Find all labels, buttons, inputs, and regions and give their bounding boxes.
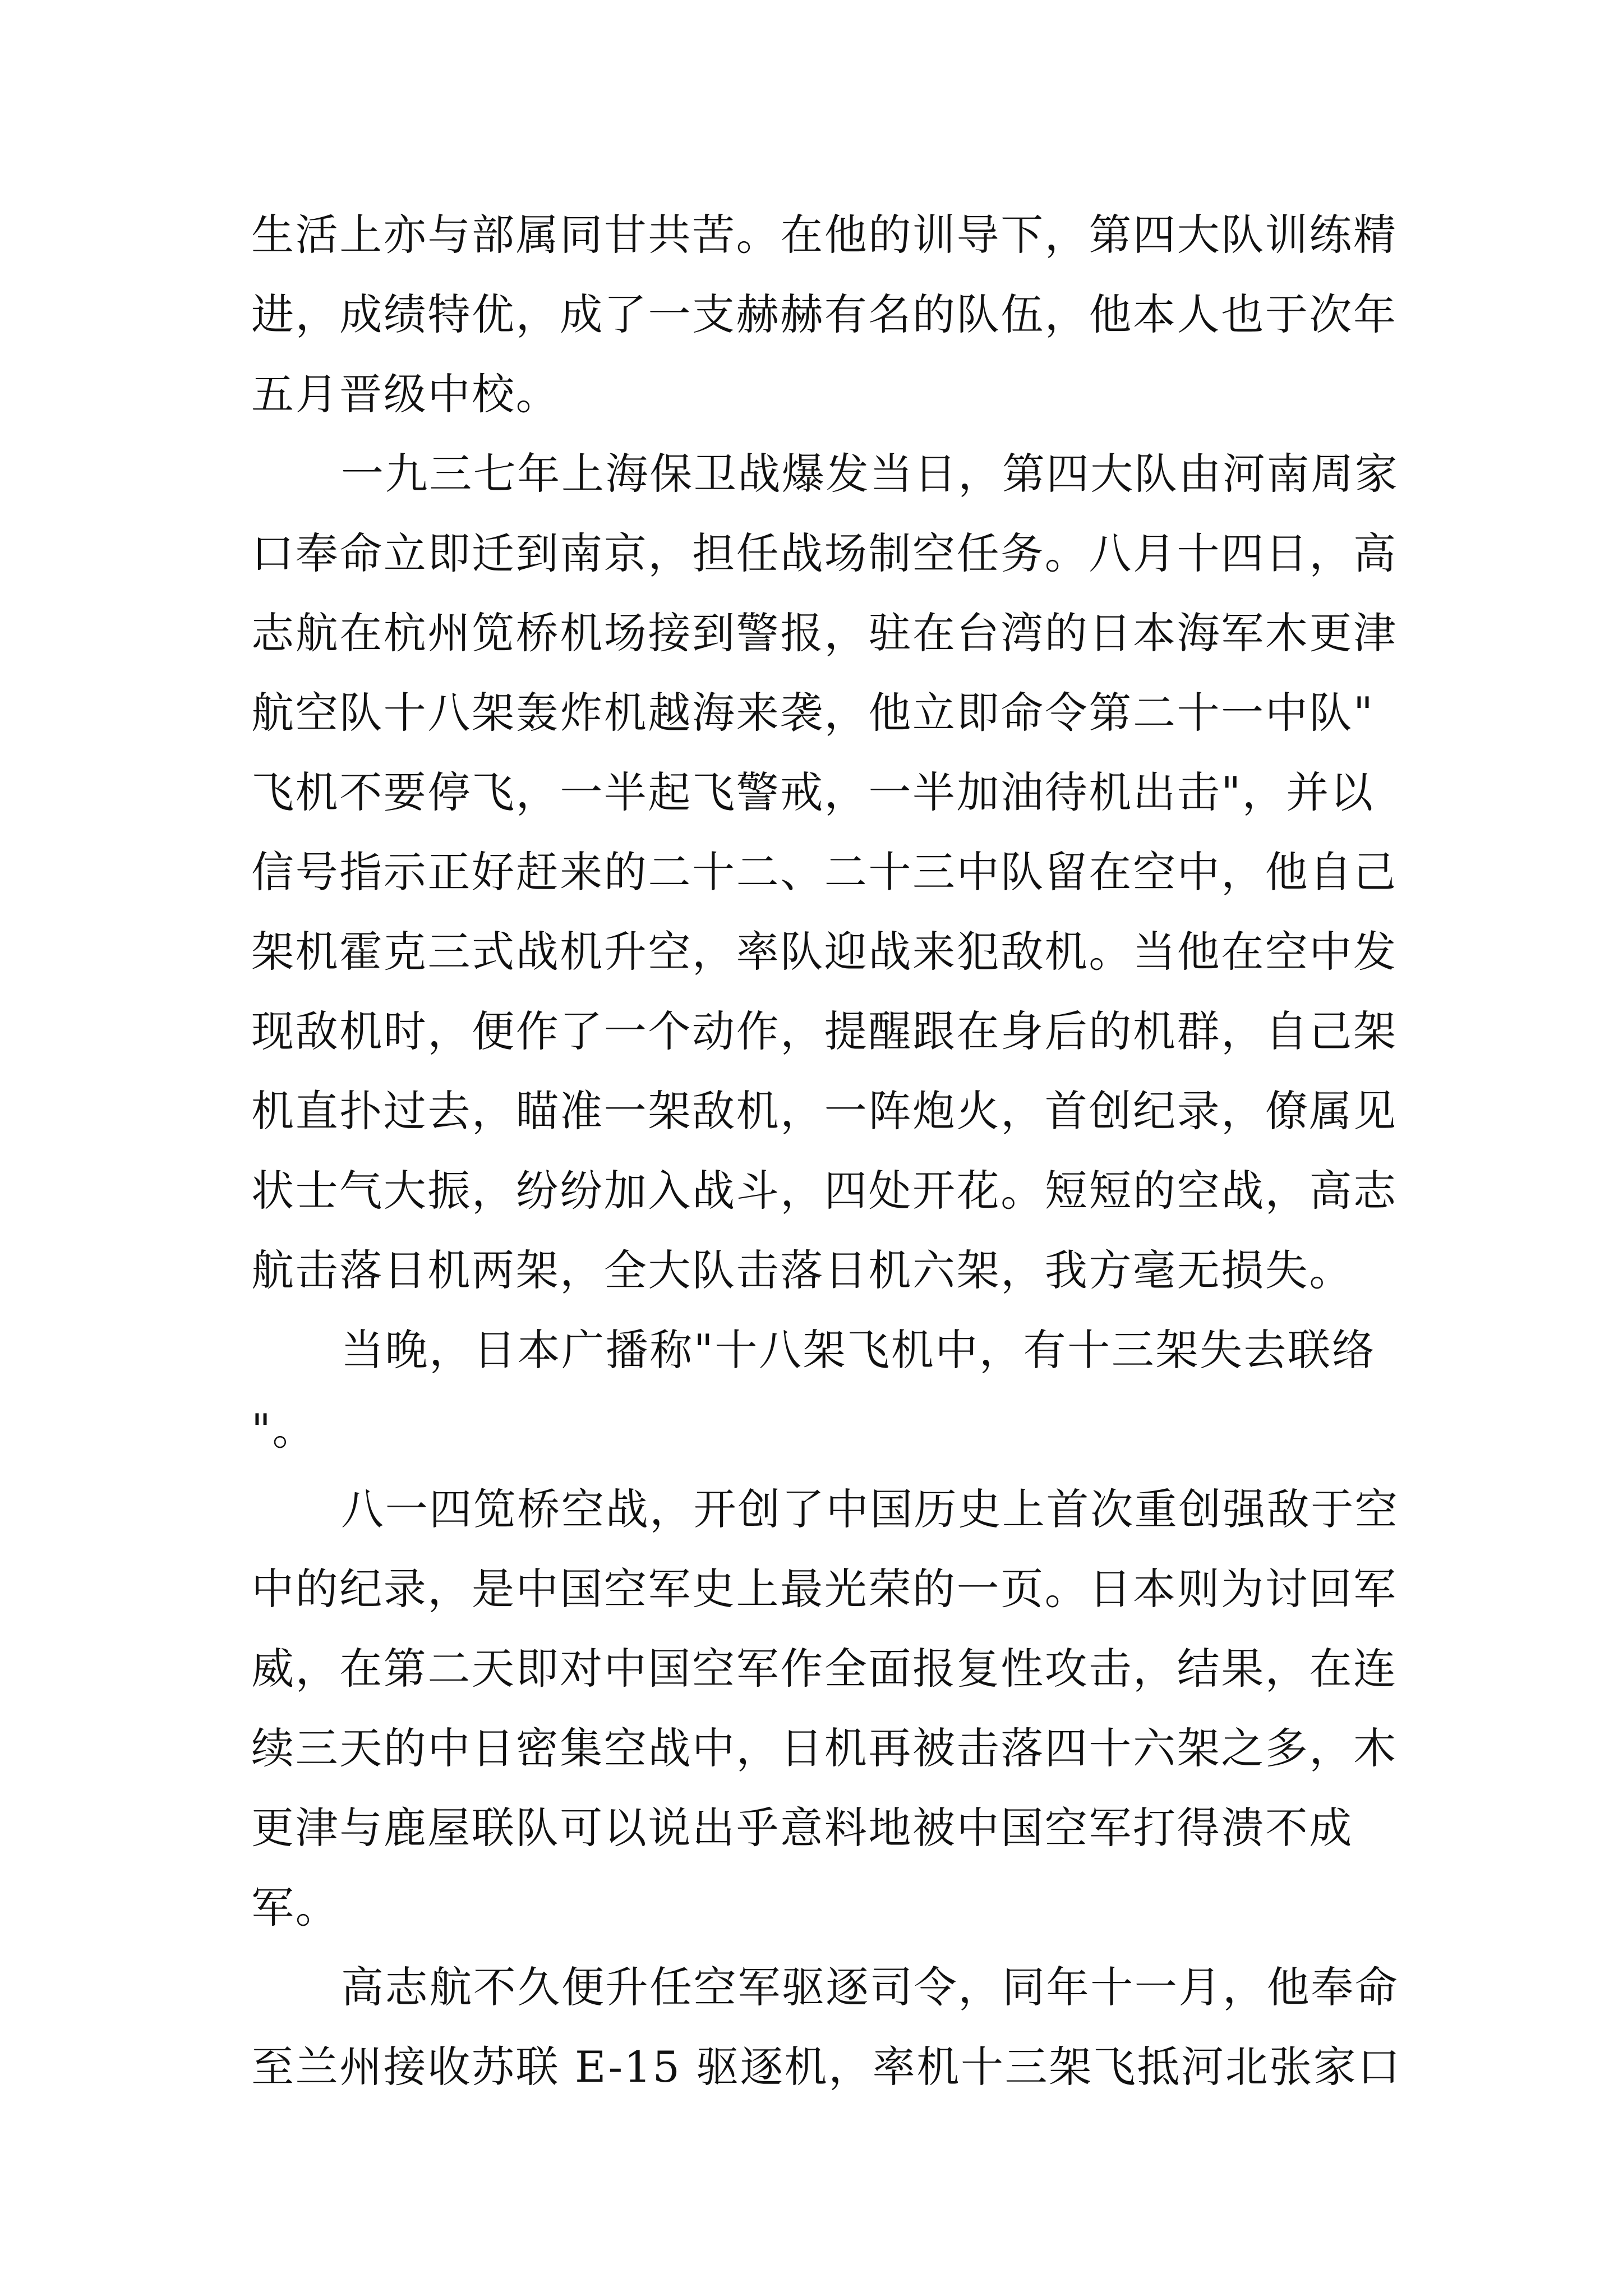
text-line: 现敌机时，便作了一个动作，提醒跟在身后的机群，自己架	[251, 1006, 1398, 1056]
text-line: 五月晋级中校。	[251, 369, 560, 419]
text-line: 更津与鹿屋联队可以说出乎意料地被中国空军打得溃不成	[251, 1803, 1353, 1853]
text-line: 中的纪录，是中国空军史上最光荣的一页。日本则为讨回军	[251, 1564, 1398, 1614]
text-line: 状士气大振，纷纷加入战斗，四处开花。短短的空战，高志	[251, 1166, 1398, 1216]
text-line: 八一四笕桥空战，开创了中国历史上首次重创强敌于空	[341, 1484, 1399, 1534]
text-line: 架机霍克三式战机升空，率队迎战来犯敌机。当他在空中发	[251, 927, 1398, 977]
text-line: 至兰州接收苏联 E-15 驱逐机，率机十三架飞抵河北张家口	[251, 2042, 1401, 2092]
text-line: 高志航不久便升任空军驱逐司令，同年十一月，他奉命	[341, 1962, 1399, 2012]
text-line: "。	[251, 1405, 317, 1455]
text-line: 进，成绩特优，成了一支赫赫有名的队伍，他本人也于次年	[251, 289, 1398, 339]
text-line: 军。	[251, 1883, 340, 1932]
text-line: 志航在杭州笕桥机场接到警报，驻在台湾的日本海军木更津	[251, 608, 1398, 658]
text-line: 当晚，日本广播称"十八架飞机中，有十三架失去联络	[341, 1325, 1376, 1375]
text-line: 航击落日机两架，全大队击落日机六架，我方毫无损失。	[251, 1245, 1353, 1295]
text-line: 信号指示正好赶来的二十二、二十三中队留在空中，他自己	[251, 847, 1398, 897]
text-line: 机直扑过去，瞄准一架敌机，一阵炮火，首创纪录，僚属见	[251, 1086, 1398, 1136]
text-line: 口奉命立即迁到南京，担任战场制空任务。八月十四日，高	[251, 528, 1398, 578]
body-text	[251, 195, 1401, 2107]
text-line: 生活上亦与部属同甘共苦。在他的训导下，第四大队训练精	[251, 210, 1398, 260]
text-line: 飞机不要停飞，一半起飞警戒，一半加油待机出击"，并以	[251, 767, 1375, 817]
text-line: 威，在第二天即对中国空军作全面报复性攻击，结果，在连	[251, 1644, 1398, 1694]
text-line: 航空队十八架轰炸机越海来袭，他立即命令第二十一中队"	[251, 688, 1375, 738]
text-line: 一九三七年上海保卫战爆发当日，第四大队由河南周家	[341, 449, 1399, 499]
text-line: 续三天的中日密集空战中，日机再被击落四十六架之多，木	[251, 1723, 1398, 1773]
